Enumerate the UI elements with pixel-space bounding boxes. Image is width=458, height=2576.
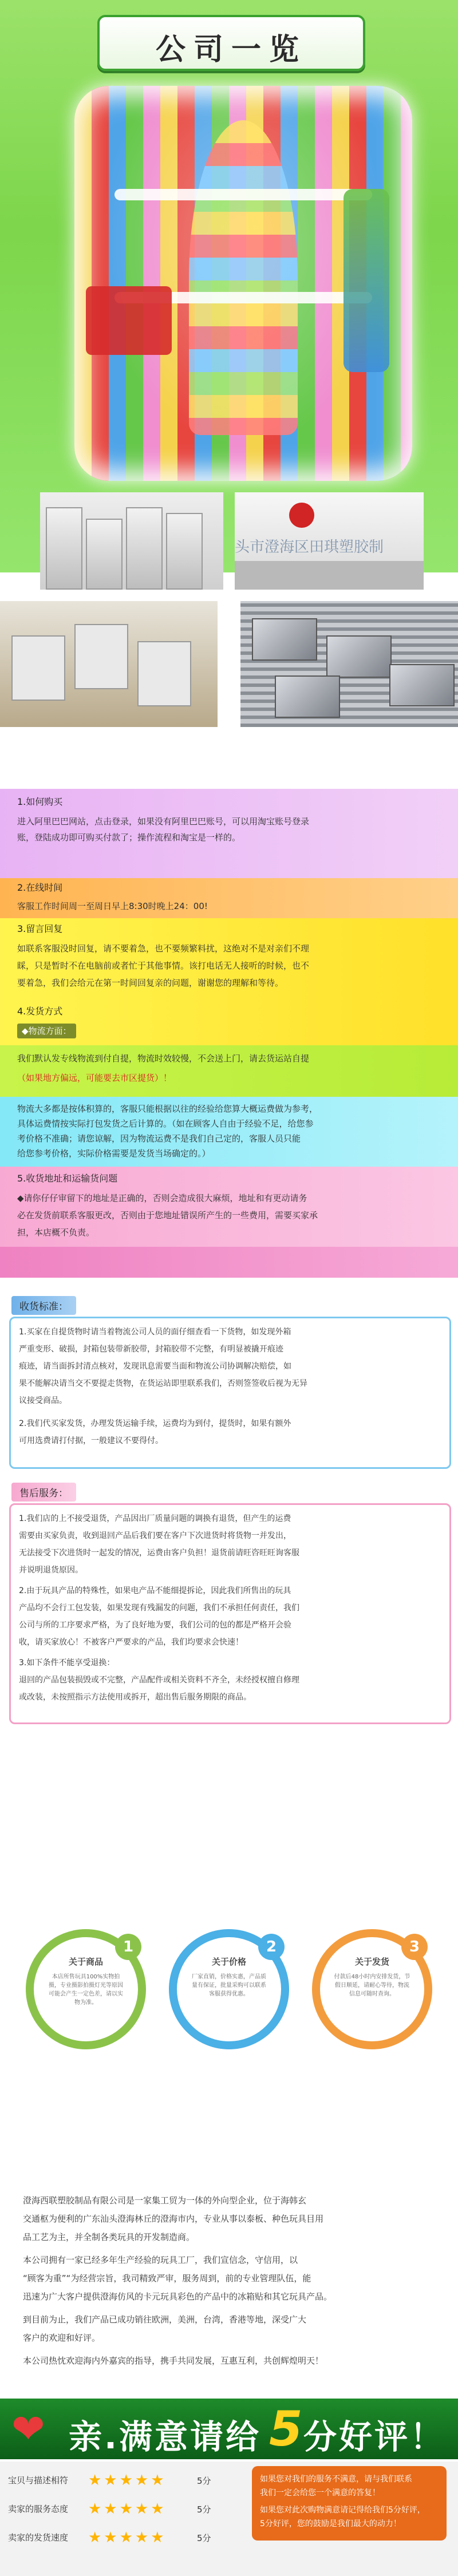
circle-title: 关于发货: [354, 1957, 389, 1967]
after-sale-tag: 售后服务：: [11, 1483, 76, 1502]
section-text: 要着急，我们会给元在第一时间回复亲的问题，谢谢您的理解和等待。: [17, 978, 284, 988]
circle-body: 本店所售玩具100%实物拍摄，专业摄影拍摄灯光等原因可能会产生一定色差，请以实物为准。: [49, 1974, 123, 2006]
notice-text: 退回的产品包装损毁或不完整，产品配件或相关资料不齐全，未经授权擅自修理: [19, 1676, 299, 1685]
after-sale-box: [9, 1503, 451, 1724]
about-text: 到目前为止，我们产品已成功销往欧洲，美洲，台湾，香港等地，深受广大: [23, 2314, 307, 2325]
machine: [11, 635, 65, 701]
promise-circle-product: [26, 1929, 146, 2049]
about-text: 本公司热忱欢迎海内外嘉宾的指导，携手共同发展，互惠互利，共创辉煌明天！: [23, 2356, 324, 2366]
bubble-text: 如果您对此次购物满意请记得给我们5分好评，: [260, 2506, 425, 2515]
about-text: 客户的欢迎和好评。: [23, 2333, 101, 2343]
company-sign-text: 头市澄海区田琪塑胶制: [235, 539, 384, 556]
notice-text: 痕迹，请当面拆封清点核对，发现讯息需要当面和物流公司协调解决赔偿，如: [19, 1362, 291, 1371]
circle-title: 关于商品: [68, 1957, 103, 1967]
score-value: 5分: [197, 2476, 211, 2486]
company-overview-banner: [0, 0, 458, 572]
notice-text: 需要由买家负责，收到退回产品后我们要在客户下次进货时将货物一并发出，: [19, 1531, 291, 1540]
factory-photo-machines: [40, 492, 223, 590]
score-label: 卖家的服务态度: [8, 2504, 69, 2514]
logistics-badge: ◆物流方面：: [17, 1024, 76, 1038]
notice-text: 严重变形、破损，封箱包装带新胶带，封箱胶带不完整，有明显被撬开痕迹: [19, 1345, 283, 1354]
star-rating-icon: ★★★★★: [88, 2500, 167, 2518]
score-label: 卖家的发货速度: [8, 2532, 69, 2543]
rating-request-banner: [0, 2399, 458, 2459]
mold: [252, 618, 317, 661]
mascot-figure: [344, 189, 389, 372]
star-rating-icon: ★★★★★: [88, 2472, 167, 2489]
rating-number: 5: [269, 2401, 303, 2457]
notice-text: 收，请买家放心！不被客户严要求的产品，我们均要求会快速！: [19, 1638, 243, 1647]
machine: [137, 641, 191, 706]
notice-text: 1.买家在自提货物时请当着物流公司人员的面仔细查看一下货物，如发现外箱: [19, 1327, 291, 1337]
workshop-photo: [0, 601, 218, 727]
notice-text: 议接受商品。: [19, 1396, 67, 1405]
score-row-description: [8, 2467, 243, 2494]
notice-text: 并说明退货原因。: [19, 1566, 83, 1575]
promise-circles: [0, 1906, 458, 2158]
machine: [74, 624, 128, 689]
about-text: 澄海西联塑胶制品有限公司是一家集工贸为一体的外向型企业，位于海韩玄: [23, 2195, 307, 2206]
section-text-red: （如果地方偏远，可能要去市区提货）！: [17, 1073, 172, 1083]
notice-text: 无法接受下次进货时一起发的情况，运费由客户负担！退货前请旺咨旺旺询客服: [19, 1548, 299, 1558]
score-value: 5分: [197, 2504, 211, 2515]
bubble-text: 我们一定会给您一个满意的答复！: [260, 2488, 380, 2498]
score-label: 宝贝与描述相符: [8, 2475, 69, 2486]
section-text: 进入阿里巴巴网站，点击登录，如果没有阿里巴巴账号，可以用淘宝账号登录: [17, 816, 310, 827]
section-text: 具体运费情按实际打包发货之后计算的。（如在顾客人自由于经验不足，给您参: [17, 1119, 314, 1129]
score-row-shipping: [8, 2524, 243, 2551]
heart-icon: ❤: [11, 2405, 45, 2452]
mold: [326, 635, 392, 678]
display-shelf: [114, 189, 372, 200]
receipt-standard-tag: 收货标准：: [11, 1296, 76, 1315]
logistics-band: [0, 1045, 458, 1097]
logistics-badge-row: [17, 1024, 441, 1038]
about-text: 本公司拥有一家已经多年生产经验的玩具工厂，我们宣信念，守信用，以: [23, 2255, 298, 2265]
section-text: 物流大多都是按体积算的，客服只能根据以往的经验给您算大概运费做为参考，: [17, 1104, 318, 1114]
section-text: 客服工作时间周一至周日早上8:30时晚上24：00!: [17, 901, 208, 911]
star-rating-icon: ★★★★★: [88, 2529, 167, 2546]
notice-text: 果不能解决请当交不要提走货物，在货运站即里联系我们，否则签签收后视为无异: [19, 1379, 307, 1388]
address-band: [0, 1167, 458, 1247]
notice-text: 2.我们代买家发货，办理发货运输手续，运费均为到付，提货时，如果有额外: [19, 1419, 291, 1428]
machine: [126, 507, 163, 590]
red-sign: [86, 286, 172, 355]
about-text: 品工艺为主，并全制各类玩具的开发制造商。: [23, 2232, 195, 2242]
about-text: 迅速为广大客户提供澄海仿风的卡元玩具彩色的产品中的冰箱贴和其它玩具产品。: [23, 2291, 333, 2302]
notice-text: 产品均不会行工包发装，如果发现有残漏发的问题，我们不承担任何责任，我们: [19, 1603, 299, 1613]
notice-text: 可用选费请打付据，一般建议不要得付。: [19, 1436, 163, 1445]
promise-circle-price: [169, 1929, 289, 2049]
about-text: 交通枢为便利的广东汕头澄海林丘的澄海市内，专业从事以泰板、种色玩具目用: [23, 2214, 324, 2224]
circle-body: 付款后48小时内安排发货，节假日顺延，请耐心等待，物流信息可随时查询。: [334, 1974, 410, 1997]
rating-prefix: 亲.满意请给: [69, 2417, 262, 2456]
feedback-bubble: [252, 2466, 447, 2541]
bubble-text: 5分好评，您的鼓励是我们最大的动力！: [260, 2519, 401, 2528]
circle-number: 3: [401, 1934, 428, 1960]
score-value: 5分: [197, 2533, 211, 2543]
section-text: ◆请你仔仔审留下的地址是正确的，否则会造成很大麻烦，地址和有更动请务: [17, 1193, 307, 1203]
mold: [275, 675, 340, 718]
notice-text: 公司与所的工序要求严格，为了良好地为要，我们公司的包的都是严格开会验: [19, 1621, 291, 1630]
section-heading: 3.留言回复: [17, 923, 63, 934]
machine: [166, 513, 203, 590]
reception-desk: [235, 561, 424, 590]
machine: [46, 507, 82, 590]
section-text: 我们默认发专线物流到付自提，物流时效较慢，不会送上门，请去货运站自提: [17, 1053, 310, 1064]
office-reception-photo: [235, 492, 424, 590]
notice-text: 或改装，未按照指示方法使用或拆开，超出售后服务期限的商品。: [19, 1693, 251, 1702]
about-text: “顾客为重”“为经营宗旨，我司精致严审，服务周到，前的专业管理队伍，能: [23, 2273, 311, 2283]
notice-text: 3.如下条件不能享受退换：: [19, 1658, 115, 1668]
online-time-band: [0, 878, 458, 918]
pink-divider-band: [0, 1247, 458, 1278]
machine: [86, 519, 123, 590]
rating-suffix: 分好评！: [303, 2417, 446, 2456]
circle-body: 厂家直销，价格实惠，产品质量有保证，批量采购可以联系客服获得优惠。: [192, 1974, 266, 1997]
section-text: 必在发货前联系客服更改，否则由于您地址错误所产生的一些费用，需要买家承: [17, 1210, 318, 1220]
circle-number: 2: [258, 1934, 285, 1960]
notice-text: 1.我们店的上不接受退货，产品因出厂质量问题的调换有退货，但产生的运费: [19, 1514, 291, 1523]
receipt-standard-box: [9, 1317, 451, 1469]
section-text: 睬，只是暂时不在电脑前或者忙于其他事情。该打电话无人接听的时候，也不: [17, 961, 310, 971]
circle-title: 关于价格: [211, 1957, 246, 1967]
section-heading: 2.在线时间: [17, 882, 63, 893]
message-reply-band: [0, 918, 458, 1045]
section-text: 账，登陆成功即可购买付款了；操作流程和淘宝是一样的。: [17, 832, 241, 843]
page-title: 公司一览: [155, 32, 307, 67]
section-text: 担，本店概不负责。: [17, 1227, 95, 1238]
section-text: 给您参考价格，实际价格需要是发货当场确定的。）: [17, 1148, 211, 1159]
mold: [389, 664, 455, 706]
section-heading: 5.收货地址和运输货问题: [17, 1173, 118, 1184]
showroom-photo: [74, 86, 412, 481]
molds-photo: [240, 601, 458, 727]
circle-number: 1: [115, 1934, 141, 1960]
title-box: [97, 15, 365, 71]
bubble-text: 如果您对我们的服务不满意，请与我们联系: [260, 2475, 412, 2484]
company-logo-icon: [289, 503, 314, 528]
section-heading: 1.如何购买: [17, 796, 63, 807]
how-to-buy-band: [0, 789, 458, 878]
toy-display-tower: [189, 120, 298, 435]
score-row-service: [8, 2496, 243, 2522]
section-text: 如联系客服没时回复，请不要着急，也不要频繁料扰，这绝对不是对亲们不理: [17, 943, 310, 954]
promise-circle-shipping: [312, 1929, 432, 2049]
section-heading: 4.发货方式: [17, 1006, 63, 1017]
freight-band: [0, 1097, 458, 1167]
notice-text: 2.由于玩具产品的特殊性，如果电产品不能细提拆论，因此我们所售出的玩具: [19, 1586, 291, 1595]
section-text: 考价格不准确；请您谅解，因为物流运费不是我们自己定的，客服人员只能: [17, 1133, 301, 1144]
